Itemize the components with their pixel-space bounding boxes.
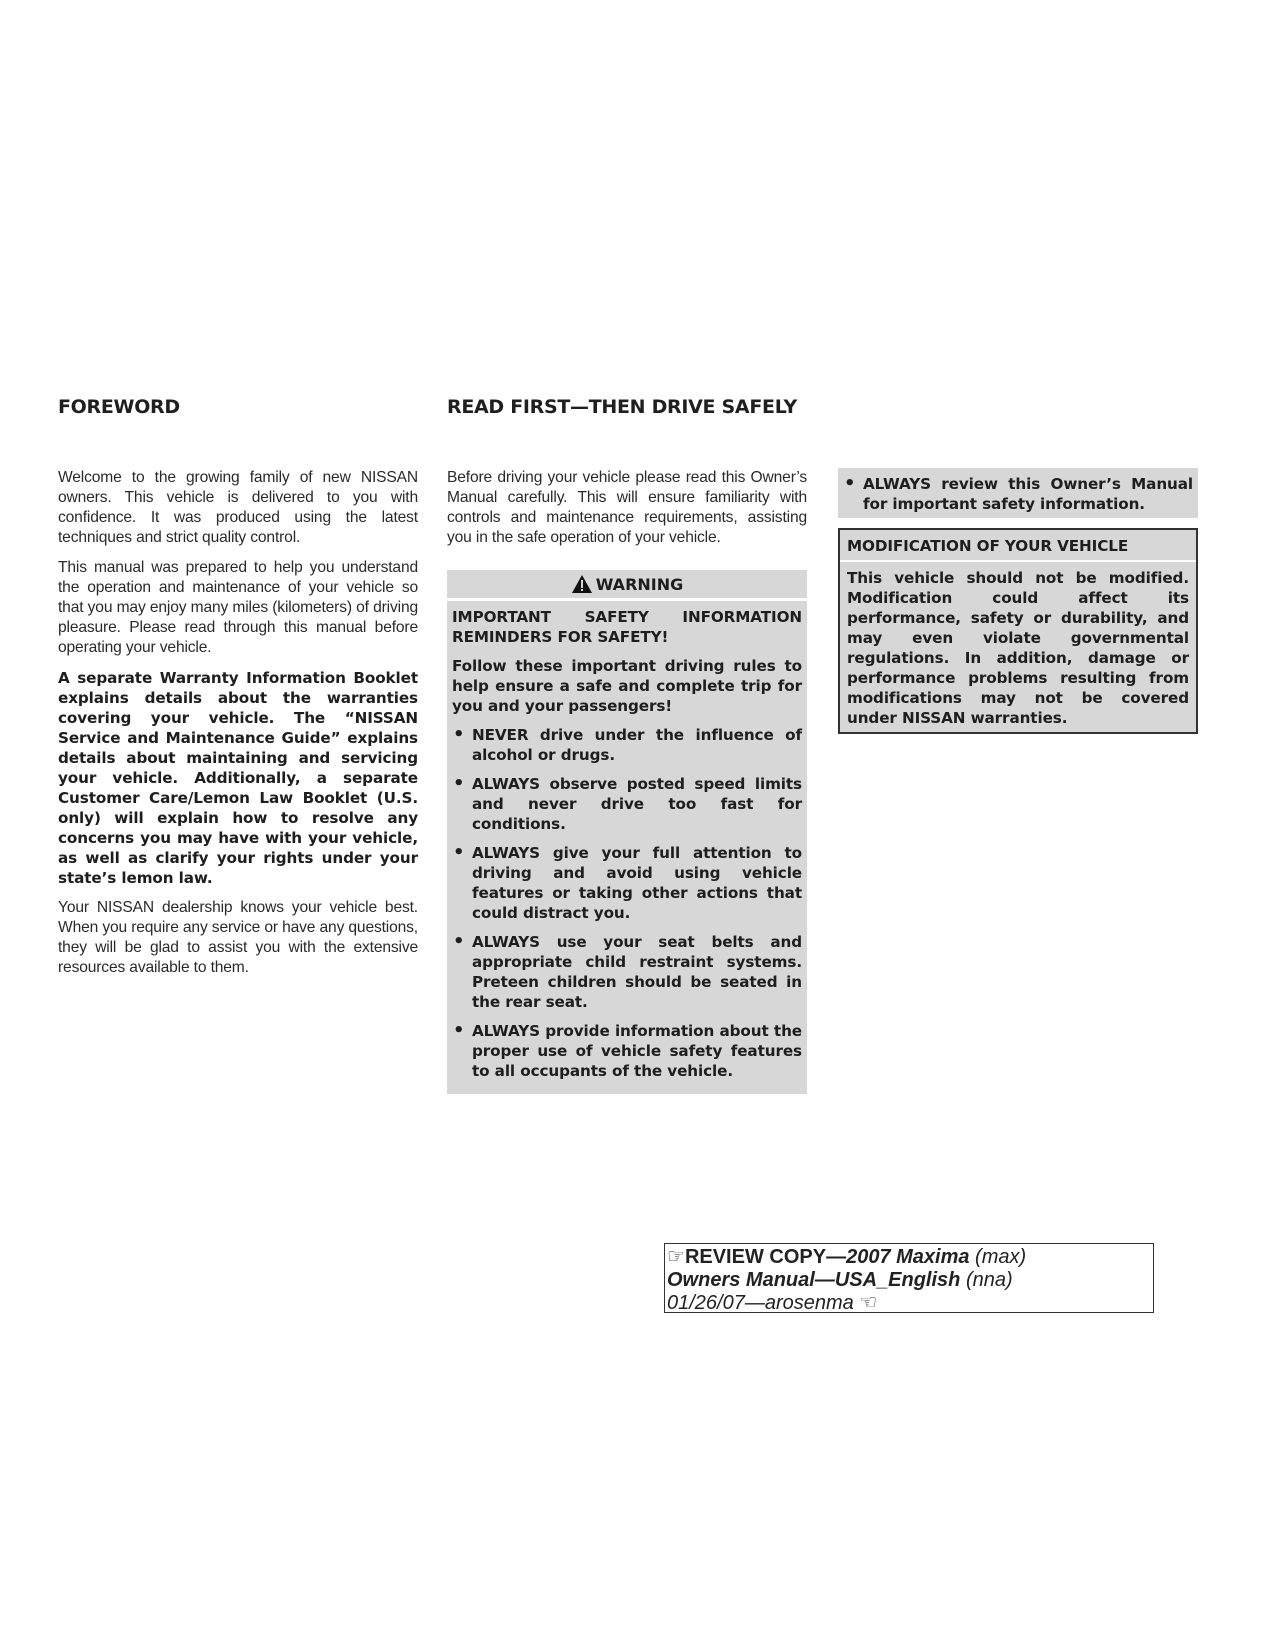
read-first-intro: Before driving your vehicle please read this Owner’s Manual carefully. This will ensure familiarity with controls and maintenance requirements, assisting you in the safe operation of your vehicle. xyxy=(447,469,807,546)
list-item: • ALWAYS observe posted speed limits and never drive too fast for conditions. xyxy=(452,774,802,834)
list-item: • NEVER drive under the influence of alcohol or drugs. xyxy=(452,725,802,765)
read-first-column xyxy=(447,468,807,1094)
list-item: • ALWAYS use your seat belts and appropriate child restraint systems. Preteen children should be seated in the rear seat. xyxy=(452,932,802,1012)
warning-bullet-list xyxy=(452,725,802,1081)
foreword-heading: FOREWORD xyxy=(58,396,180,418)
review-manual-name: Owners Manual—USA_English xyxy=(667,1269,961,1291)
warning-box xyxy=(447,570,807,1094)
list-item: • ALWAYS provide information about the proper use of vehicle safety features to all occupants of the vehicle. xyxy=(452,1021,802,1081)
review-model-code: (max) xyxy=(969,1246,1027,1268)
pointing-right-hand-icon: ☞ xyxy=(667,1246,685,1268)
review-manual-list xyxy=(843,474,1193,514)
warning-triangle-icon xyxy=(571,574,593,594)
review-line-1 xyxy=(667,1246,1153,1269)
review-label: REVIEW COPY— xyxy=(684,1246,847,1268)
review-line-2 xyxy=(667,1269,1153,1292)
right-column xyxy=(838,468,1198,734)
warning-label: WARNING xyxy=(595,574,684,594)
review-line-3 xyxy=(667,1292,1153,1315)
modification-box xyxy=(838,528,1198,734)
review-copy-stamp xyxy=(664,1243,1154,1313)
review-model: 2007 Maxima xyxy=(846,1246,970,1268)
review-date-author: 01/26/07—arosenma xyxy=(667,1292,854,1314)
pointing-left-hand-icon: ☜ xyxy=(859,1292,878,1314)
read-first-heading: READ FIRST—THEN DRIVE SAFELY xyxy=(447,396,798,418)
foreword-paragraph-1: Welcome to the growing family of new NISSAN owners. This vehicle is delivered to you with confidence. It was produced using the latest techniques and strict quality control. xyxy=(58,469,418,546)
list-item: • ALWAYS review this Owner’s Manual for important safety information. xyxy=(843,474,1193,514)
warning-header xyxy=(447,570,807,601)
review-manual-code: (nna) xyxy=(960,1269,1013,1291)
modification-title: MODIFICATION OF YOUR VEHICLE xyxy=(840,530,1196,562)
foreword-paragraph-3: A separate Warranty Information Booklet explains details about the warranties covering your vehicle. The “NISSAN Service and Maintenance Guide” explains details about maintaining and servicing your vehicle. Additionally, a separate Customer Care/Lemon Law Booklet (U.S. only) will explain how to resolve any concerns you may have with your vehicle, as well as clarify your rights under your state’s lemon law. xyxy=(58,669,418,887)
modification-body: This vehicle should not be modified. Modification could affect its performance, safety or durability, and may even violate governmental regulations. In addition, damage or performance problems resulting from modifications may not be covered under NISSAN warranties. xyxy=(847,569,1189,727)
foreword-paragraph-4: Your NISSAN dealership knows your vehicle best. When you require any service or have any questions, they will be glad to assist you with the extensive resources available to them. xyxy=(58,899,418,976)
foreword-column xyxy=(58,468,418,988)
review-manual-box xyxy=(838,468,1198,518)
warning-title: IMPORTANT SAFETY INFORMATION REMINDERS FOR SAFETY! xyxy=(452,608,802,646)
warning-body xyxy=(447,601,807,1094)
foreword-paragraph-2: This manual was prepared to help you understand the operation and maintenance of your vehicle so that you may enjoy many miles (kilometers) of driving pleasure. Please read through this manual before operating your vehicle. xyxy=(58,559,418,656)
list-item: • ALWAYS give your full attention to driving and avoid using vehicle features or taking other actions that could distract you. xyxy=(452,843,802,923)
warning-lead: Follow these important driving rules to help ensure a safe and complete trip for you and your passengers! xyxy=(452,657,802,715)
